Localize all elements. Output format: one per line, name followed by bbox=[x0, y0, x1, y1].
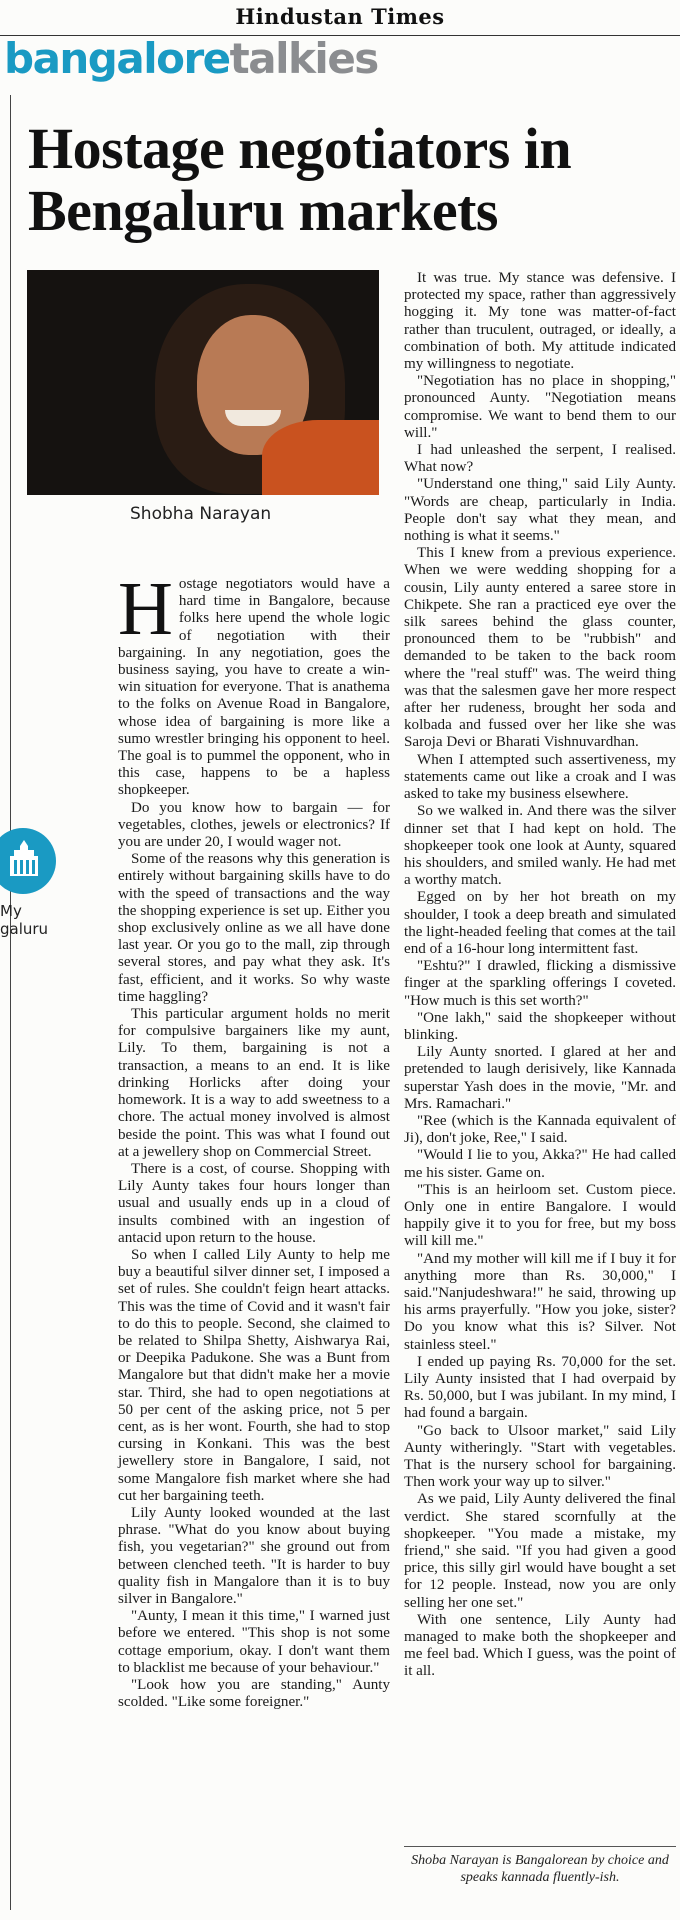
article-paragraph: "Understand one thing," said Lily Aunty. "Words are cheap, particularly in India. People don't say what they mean, and nothing is what it seems." bbox=[404, 476, 676, 545]
article-paragraph: There is a cost, of course. Shopping with Lily Aunty takes four hours longer than usual and usually ends up in a cloud of insults combined with an ingestion of antacid upon return to the house. bbox=[118, 1160, 390, 1246]
article-paragraph: This particular argument holds no merit for compulsive bargainers like my aunt, Lily. To them, bargaining is not a transaction, a means to an end. It is like drinking Horlicks after doing your homework. It is a way to add sweetness to a chore. The actual money involved is almost beside the point. This was what I found out at a jewellery shop on Commercial Street. bbox=[118, 1006, 390, 1160]
article-paragraph: As we paid, Lily Aunty delivered the final verdict. She stared scornfully at the shopkeeper. "You made a mistake, my friend," she said. "If you had given a good price, this silly girl would have bought a set for 12 people. Instead, now you are only selling her one set." bbox=[404, 1491, 676, 1611]
article-paragraph: So when I called Lily Aunty to help me buy a beautiful silver dinner set, I imposed a set of rules. She couldn't feign heart attacks. This was the time of Covid and it wasn't fair to do this to people. Second, she claimed to be related to Shilpa Shetty, Aishwarya Rai, or Deepika Padukone. She was a Bunt from Mangalore but that didn't make her a movie star. Third, she had to open negotiations at 50 per cent of the asking price, not 5 per cent, as is her wont. Fourth, she had to stop cursing in Konkani. This was the best jewellery store in Bangalore, I said, not some Mangalore fish market where she had cut her bargaining teeth. bbox=[118, 1246, 390, 1504]
section-title bbox=[4, 34, 378, 84]
article-paragraph: Lily Aunty looked wounded at the last phrase. "What do you know about buying fish, you vegetarian?" she ground out from between clenched teeth. "It is harder to buy quality fish in Mangalore than it is to buy silver in Bangalore." bbox=[118, 1504, 390, 1607]
article-paragraph: This I knew from a previous experience. When we were wedding shopping for a cousin, Lily aunty entered a saree store in Chikpete. She ran a practiced eye over the silk sarees behind the glass counter, pronounced them to be "rubbish" and demanded to be taken to the back room where the "real stuff" was. The weird thing was that the salesmen gave her more respect after her rudeness, brought her soda and kolbada and fussed over her like she was Saroja Devi or Bharati Vishnuvardhan. bbox=[404, 545, 676, 751]
section-title-part2: talkies bbox=[229, 34, 378, 83]
byline: Shobha Narayan bbox=[130, 504, 272, 524]
author-credit: Shoba Narayan is Bangalorean by choice and speaks kannada fluently-ish. bbox=[411, 1853, 669, 1885]
article-paragraph: Lily Aunty snorted. I glared at her and pretended to laugh derisively, like Kannada superstar Yash does in the movie, "Mr. and Mrs. Ramachari." bbox=[404, 1044, 676, 1112]
author-photo bbox=[27, 270, 379, 495]
article-paragraph: "Aunty, I mean it this time," I warned just before we entered. "This shop is not some cottage emporium, okay. I don't want them to blacklist me because of your behaviour." bbox=[118, 1608, 390, 1676]
article-paragraph: "Look how you are standing," Aunty scolded. "Like some foreigner." bbox=[118, 1677, 390, 1711]
left-column-rule bbox=[10, 95, 11, 1910]
article-paragraph: "This is an heirloom set. Custom piece. Only one in entire Bangalore. I would happily give it to you for free, but my boss will kill me." bbox=[404, 1181, 676, 1250]
vidhana-soudha-icon bbox=[6, 838, 42, 882]
article-paragraph: I ended up paying Rs. 70,000 for the set. Lily Aunty insisted that I had overpaid by Rs. 50,000, but I was jubilant. In my mind, I had found a bargain. bbox=[404, 1353, 676, 1422]
article-paragraph: "And my mother will kill me if I buy it for anything more than Rs. 30,000," I said."Nanjudeshwara!" he said, throwing up his arms prayerfully. "How you joke, sister? Do you know what this is? Silver. Not stainless steel." bbox=[404, 1250, 676, 1353]
my-bengaluru-label: My galuru bbox=[0, 902, 49, 938]
article-paragraph: "Negotiation has no place in shopping," pronounced Aunty. "Negotiation means compromise. We want to bend them to our will." bbox=[404, 373, 676, 441]
article-paragraph: So we walked in. And there was the silver dinner set that I had kept on hold. The shopkeeper took one look at Aunty, squared his shoulders, and smiled wanly. He had met a worthy match. bbox=[404, 803, 676, 889]
my-bengaluru-logo bbox=[0, 828, 56, 894]
article-paragraph: "Ree (which is the Kannada equivalent of Ji), don't joke, Ree," I said. bbox=[404, 1112, 676, 1147]
article-column-1 bbox=[118, 567, 390, 1711]
article-paragraph: I had unleashed the serpent, I realised. What now? bbox=[404, 442, 676, 476]
article-paragraph: With one sentence, Lily Aunty had managed to make both the shopkeeper and me feel bad. Which I guess, was the point of it all. bbox=[404, 1611, 676, 1680]
article-paragraph: "Would I lie to you, Akka?" He had called me his sister. Game on. bbox=[404, 1147, 676, 1181]
article-column-2 bbox=[404, 270, 676, 1681]
article-paragraph: Some of the reasons why this generation is entirely without bargaining skills have to do with the speed of transactions and the way the shopping experience is set up. Either you shop exclusively online as we all have done last year. Or you go to the mall, zip through several stores, and pay what they ask. It's fast, efficient, and it works. So why waste time haggling? bbox=[118, 851, 390, 1005]
article-paragraph: "Go back to Ulsoor market," said Lily Aunty witheringly. "Start with vegetables. That is the nursery school for bargaining. Then work your way up to silver." bbox=[404, 1422, 676, 1491]
article-paragraph: When I attempted such assertiveness, my statements came out like a croak and I was asked to take my business elsewhere. bbox=[404, 751, 676, 803]
article-paragraph: "One lakh," said the shopkeeper without blinking. bbox=[404, 1009, 676, 1043]
credit-rule bbox=[404, 1846, 676, 1847]
article-paragraph: Hostage negotiators would have a hard time in Bangalore, because folks here upend the whole logic of negotiation with their bargaining. In any negotiation, goes the business saying, you have to create a win-win situation for everyone. That is anathema to the folks on Avenue Road in Bangalore, whose idea of bargaining is more like a sumo wrestler bringing his opponent to heel. The goal is to pummel the opponent, who in this case, happens to be a hapless shopkeeper. bbox=[118, 567, 390, 799]
article-paragraph: "Eshtu?" I drawled, flicking a dismissive finger at the sparkling offerings I coveted. "How much is this set worth?" bbox=[404, 958, 676, 1009]
article-paragraph: It was true. My stance was defensive. I protected my space, rather than aggressively hogging it. My tone was matter-of-fact rather than truculent, outraged, or ideally, a combination of both. My attitude indicated my willingness to negotiate. bbox=[404, 270, 676, 373]
article-paragraph: Egged on by her hot breath on my shoulder, I took a deep breath and simulated the light-headed feeling that comes at the tail end of a 16-hour long intermittent fast. bbox=[404, 889, 677, 957]
section-title-part1: bangalore bbox=[4, 34, 230, 83]
article-paragraph: Do you know how to bargain — for vegetables, clothes, jewels or electronics? If you are under 20, I would wager not. bbox=[118, 799, 390, 851]
drop-cap: H bbox=[118, 567, 173, 651]
headline: Hostage negotiators in Bengaluru markets bbox=[28, 116, 572, 244]
masthead: Hindustan Times bbox=[235, 4, 445, 29]
